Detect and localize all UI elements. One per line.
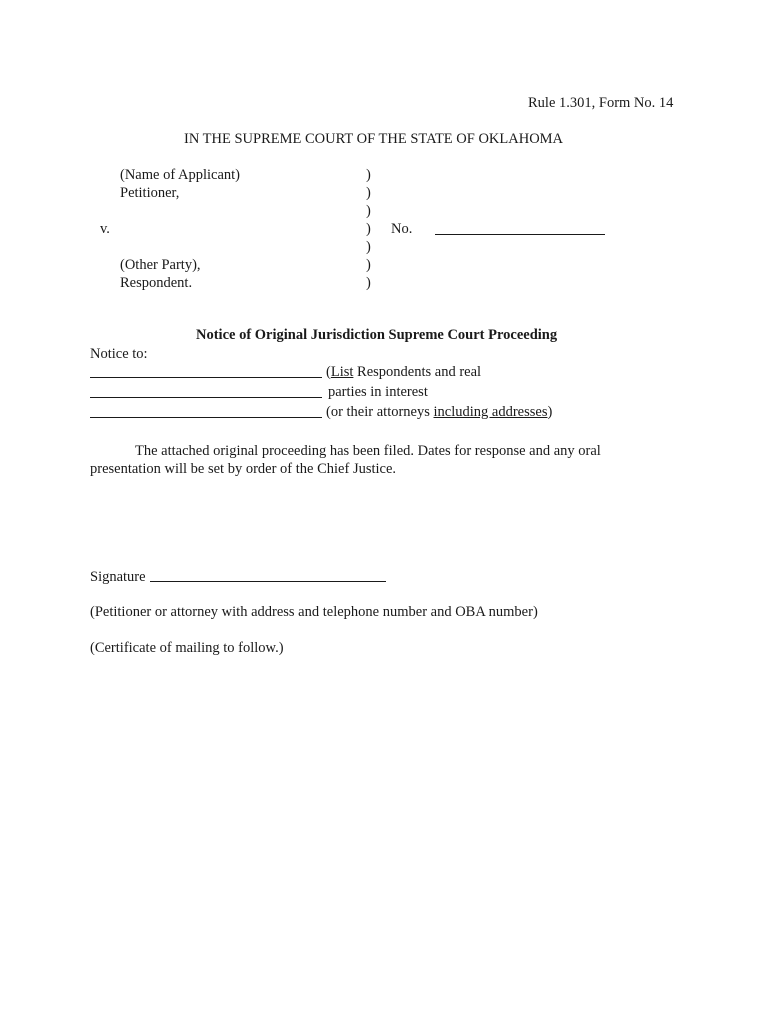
- signature-field[interactable]: [150, 581, 386, 582]
- case-number-field[interactable]: [435, 234, 605, 235]
- notice-line-2-text: parties in interest: [328, 384, 428, 400]
- notice-to-line-2[interactable]: [90, 397, 322, 398]
- caption-paren: ): [366, 275, 371, 291]
- list-link: List: [330, 364, 354, 380]
- petitioner-label: Petitioner,: [120, 185, 180, 201]
- versus-label: v.: [100, 221, 110, 237]
- rule-label: Rule 1.301, Form No. 14: [528, 95, 674, 111]
- caption-paren: ): [366, 257, 371, 273]
- certificate-note: (Certificate of mailing to follow.): [90, 640, 284, 656]
- case-number-label: No.: [391, 221, 413, 237]
- signature-label: Signature: [90, 569, 146, 585]
- caption-paren: ): [366, 203, 371, 219]
- notice-line-1-text: [326, 363, 481, 381]
- notice-to-line-3[interactable]: [90, 417, 322, 418]
- notice-line-1-open: (: [326, 364, 331, 380]
- notice-line-3-suffix: ): [547, 404, 553, 420]
- notice-heading: Notice of Original Jurisdiction Supreme Court Proceeding: [196, 327, 558, 343]
- notice-line-3-text: [326, 403, 552, 421]
- court-title: IN THE SUPREME COURT OF THE STATE OF OKLAHOMA: [184, 131, 564, 147]
- notice-line-1-rest: Respondents and real: [353, 364, 482, 380]
- applicant-name: (Name of Applicant): [120, 167, 240, 183]
- notice-line-3-prefix: (or their attorneys: [326, 404, 434, 420]
- caption-paren: ): [366, 185, 371, 201]
- including-addresses-link: including addresses: [433, 404, 548, 420]
- notice-to-line-1[interactable]: [90, 377, 322, 378]
- notice-body: The attached original proceeding has been filed. Dates for response and any oral presentation will be set by order of the Chief Justice.: [90, 443, 601, 477]
- caption-paren: ): [366, 167, 371, 183]
- other-party-name: (Other Party),: [120, 257, 201, 273]
- respondent-label: Respondent.: [120, 275, 193, 291]
- caption-paren: ): [366, 239, 371, 255]
- notice-to-label: Notice to:: [90, 346, 148, 362]
- signature-details: (Petitioner or attorney with address and telephone number and OBA number): [90, 604, 538, 620]
- caption-paren: ): [366, 221, 371, 237]
